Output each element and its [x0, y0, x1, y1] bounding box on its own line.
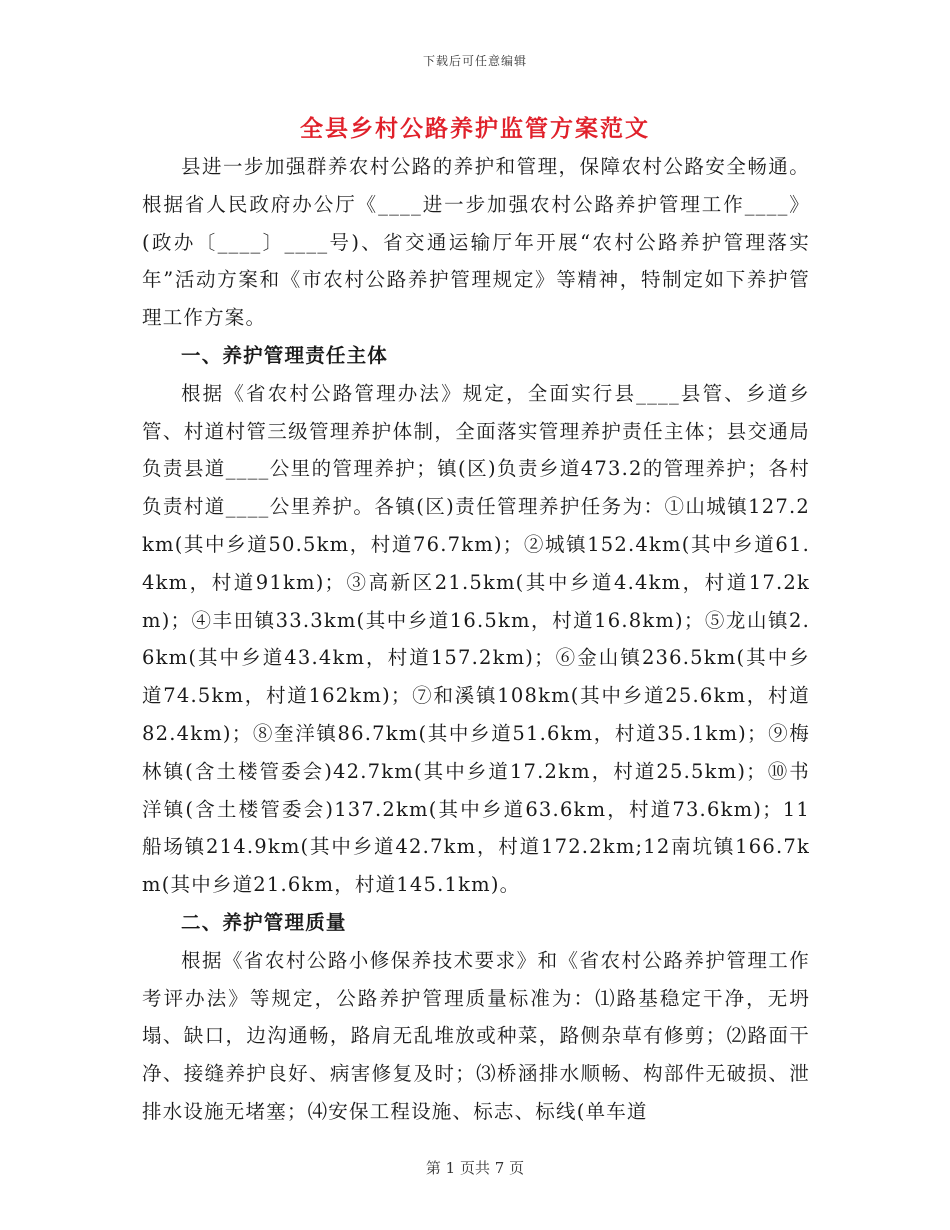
section-heading-2: 二、养护管理质量 — [181, 910, 347, 934]
header-note: 下载后可任意编辑 — [422, 54, 527, 68]
intro-paragraph: 县进一步加强群养农村公路的养护和管理，保障农村公路安全畅通。根据省人民政府办公厅《____进一步加强农村公路养护管理工作____》(政办〔____〕____号)、省交通运输厅年开展“农村公路养护管理落实年”活动方案和《市农村公路养护管理规定》等精神，特制定如下养护管理工作方案。 — [142, 155, 810, 330]
document-title: 全县乡村公路养护监管方案范文 — [300, 115, 650, 142]
section-1-paragraph: 根据《省农村公路管理办法》规定，全面实行县____县管、乡道乡管、村道村管三级管理养护体制，全面落实管理养护责任主体；县交通局负责县道____公里的管理养护；镇(区)负责乡道473.2的管理养护；各村负责村道____公里养护。各镇(区)责任管理养护任务为：①山城镇127.2km(其中乡道50.5km，村道76.7km)；②城镇152.4km(其中乡道61.4km，村道91km)；③高新区21.5km(其中乡道4.4km，村道17.2km)；④丰田镇33.3km(其中乡道16.5km，村道16.8km)；⑤龙山镇2.6km(其中乡道43.4km，村道157.2km)；⑥金山镇236.5km(其中乡道74.5km，村道162km)；⑦和溪镇108km(其中乡道25.6km，村道82.4km)；⑧奎洋镇86.7km(其中乡道51.6km，村道35.1km)；⑨梅林镇(含土楼管委会)42.7km(其中乡道17.2km，村道25.5km)；⑩书洋镇(含土楼管委会)137.2km(其中乡道63.6km，村道73.6km)；11船场镇214.9km(其中乡道42.7km，村道172.2km;12南坑镇166.7km(其中乡道21.6km，村道145.1km)。 — [142, 381, 810, 897]
document-body — [142, 148, 810, 1131]
section-heading-1: 一、养护管理责任主体 — [181, 343, 389, 367]
section-2-paragraph: 根据《省农村公路小修保养技术要求》和《省农村公路养护管理工作考评办法》等规定，公路养护管理质量标准为：⑴路基稳定干净，无坍塌、缺口，边沟通畅，路肩无乱堆放或种菜，路侧杂草有修剪；⑵路面干净、接缝养护良好、病害修复及时；⑶桥涵排水顺畅、构部件无破损、泄排水设施无堵塞；⑷安保工程设施、标志、标线(单车道 — [142, 948, 810, 1123]
page-footer: 第 1 页共 7 页 — [425, 1159, 525, 1177]
